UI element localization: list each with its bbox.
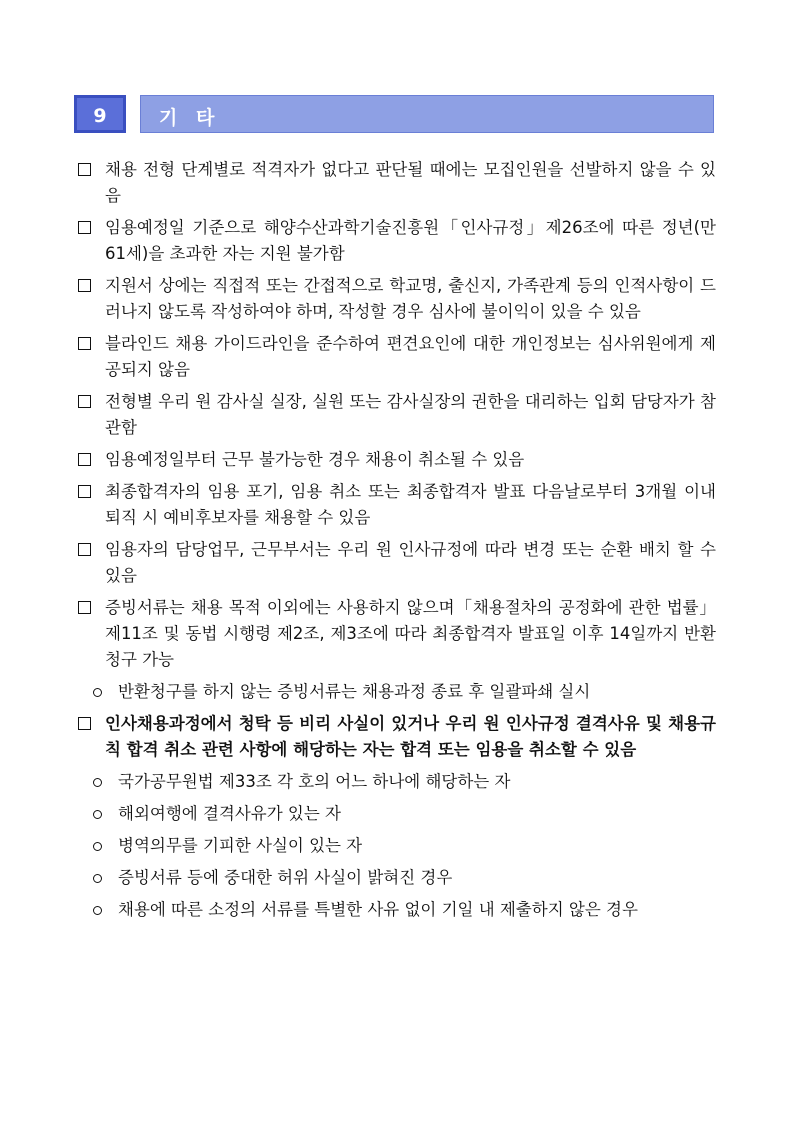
list-item-emphasized: 인사채용과정에서 청탁 등 비리 사실이 있거나 우리 원 인사규정 결격사유 및 채용규칙 합격 취소 관련 사항에 해당하는 자는 합격 또는 임용을 취소할 수 있음	[76, 711, 716, 763]
list-item: 최종합격자의 임용 포기, 임용 취소 또는 최종합격자 발표 다음날로부터 3개월 이내 퇴직 시 예비후보자를 채용할 수 있음	[76, 479, 716, 531]
checkbox-square-icon	[78, 221, 91, 234]
section-number: 9	[93, 105, 107, 127]
checkbox-square-icon	[78, 543, 91, 556]
checkbox-square-icon	[78, 163, 91, 176]
sub-list-item: 국가공무원법 제33조 각 호의 어느 하나에 해당하는 자	[76, 769, 716, 795]
sub-list-item: 해외여행에 결격사유가 있는 자	[76, 801, 716, 827]
bullet-circle-icon	[93, 810, 102, 819]
sub-list-item: 채용에 따른 소정의 서류를 특별한 사유 없이 기일 내 제출하지 않은 경우	[76, 897, 716, 923]
list-item: 임용자의 담당업무, 근무부서는 우리 원 인사규정에 따라 변경 또는 순환 배치 할 수 있음	[76, 537, 716, 589]
checkbox-square-icon	[78, 601, 91, 614]
checkbox-square-icon	[78, 279, 91, 292]
list-item: 채용 전형 단계별로 적격자가 없다고 판단될 때에는 모집인원을 선발하지 않을 수 있음	[76, 157, 716, 209]
bullet-circle-icon	[93, 842, 102, 851]
list-item: 임용예정일 기준으로 해양수산과학기술진흥원「인사규정」제26조에 따른 정년(만61세)을 초과한 자는 지원 불가함	[76, 215, 716, 267]
bullet-circle-icon	[93, 688, 102, 697]
checkbox-square-icon	[78, 453, 91, 466]
bullet-circle-icon	[93, 874, 102, 883]
sub-list-item: 반환청구를 하지 않는 증빙서류는 채용과정 종료 후 일괄파쇄 실시	[76, 679, 716, 705]
section-number-box	[74, 95, 126, 133]
list-item: 증빙서류는 채용 목적 이외에는 사용하지 않으며「채용절차의 공정화에 관한 법률」제11조 및 동법 시행령 제2조, 제3조에 따라 최종합격자 발표일 이후 14일까지 반환 청구 가능	[76, 595, 716, 673]
sub-list-item: 병역의무를 기피한 사실이 있는 자	[76, 833, 716, 859]
section-header	[74, 95, 714, 133]
list-item: 임용예정일부터 근무 불가능한 경우 채용이 취소될 수 있음	[76, 447, 716, 473]
checkbox-square-icon	[78, 395, 91, 408]
content	[76, 157, 716, 923]
section-title-bar	[140, 95, 714, 133]
bullet-circle-icon	[93, 778, 102, 787]
bullet-circle-icon	[93, 906, 102, 915]
checkbox-square-icon	[78, 717, 91, 730]
checkbox-square-icon	[78, 485, 91, 498]
section-title: 기 타	[159, 107, 221, 129]
list-item: 지원서 상에는 직접적 또는 간접적으로 학교명, 출신지, 가족관계 등의 인적사항이 드러나지 않도록 작성하여야 하며, 작성할 경우 심사에 불이익이 있을 수 있음	[76, 273, 716, 325]
checkbox-square-icon	[78, 337, 91, 350]
list-item: 블라인드 채용 가이드라인을 준수하여 편견요인에 대한 개인정보는 심사위원에게 제공되지 않음	[76, 331, 716, 383]
sub-list-item: 증빙서류 등에 중대한 허위 사실이 밝혀진 경우	[76, 865, 716, 891]
list-item: 전형별 우리 원 감사실 실장, 실원 또는 감사실장의 권한을 대리하는 입회 담당자가 참관함	[76, 389, 716, 441]
